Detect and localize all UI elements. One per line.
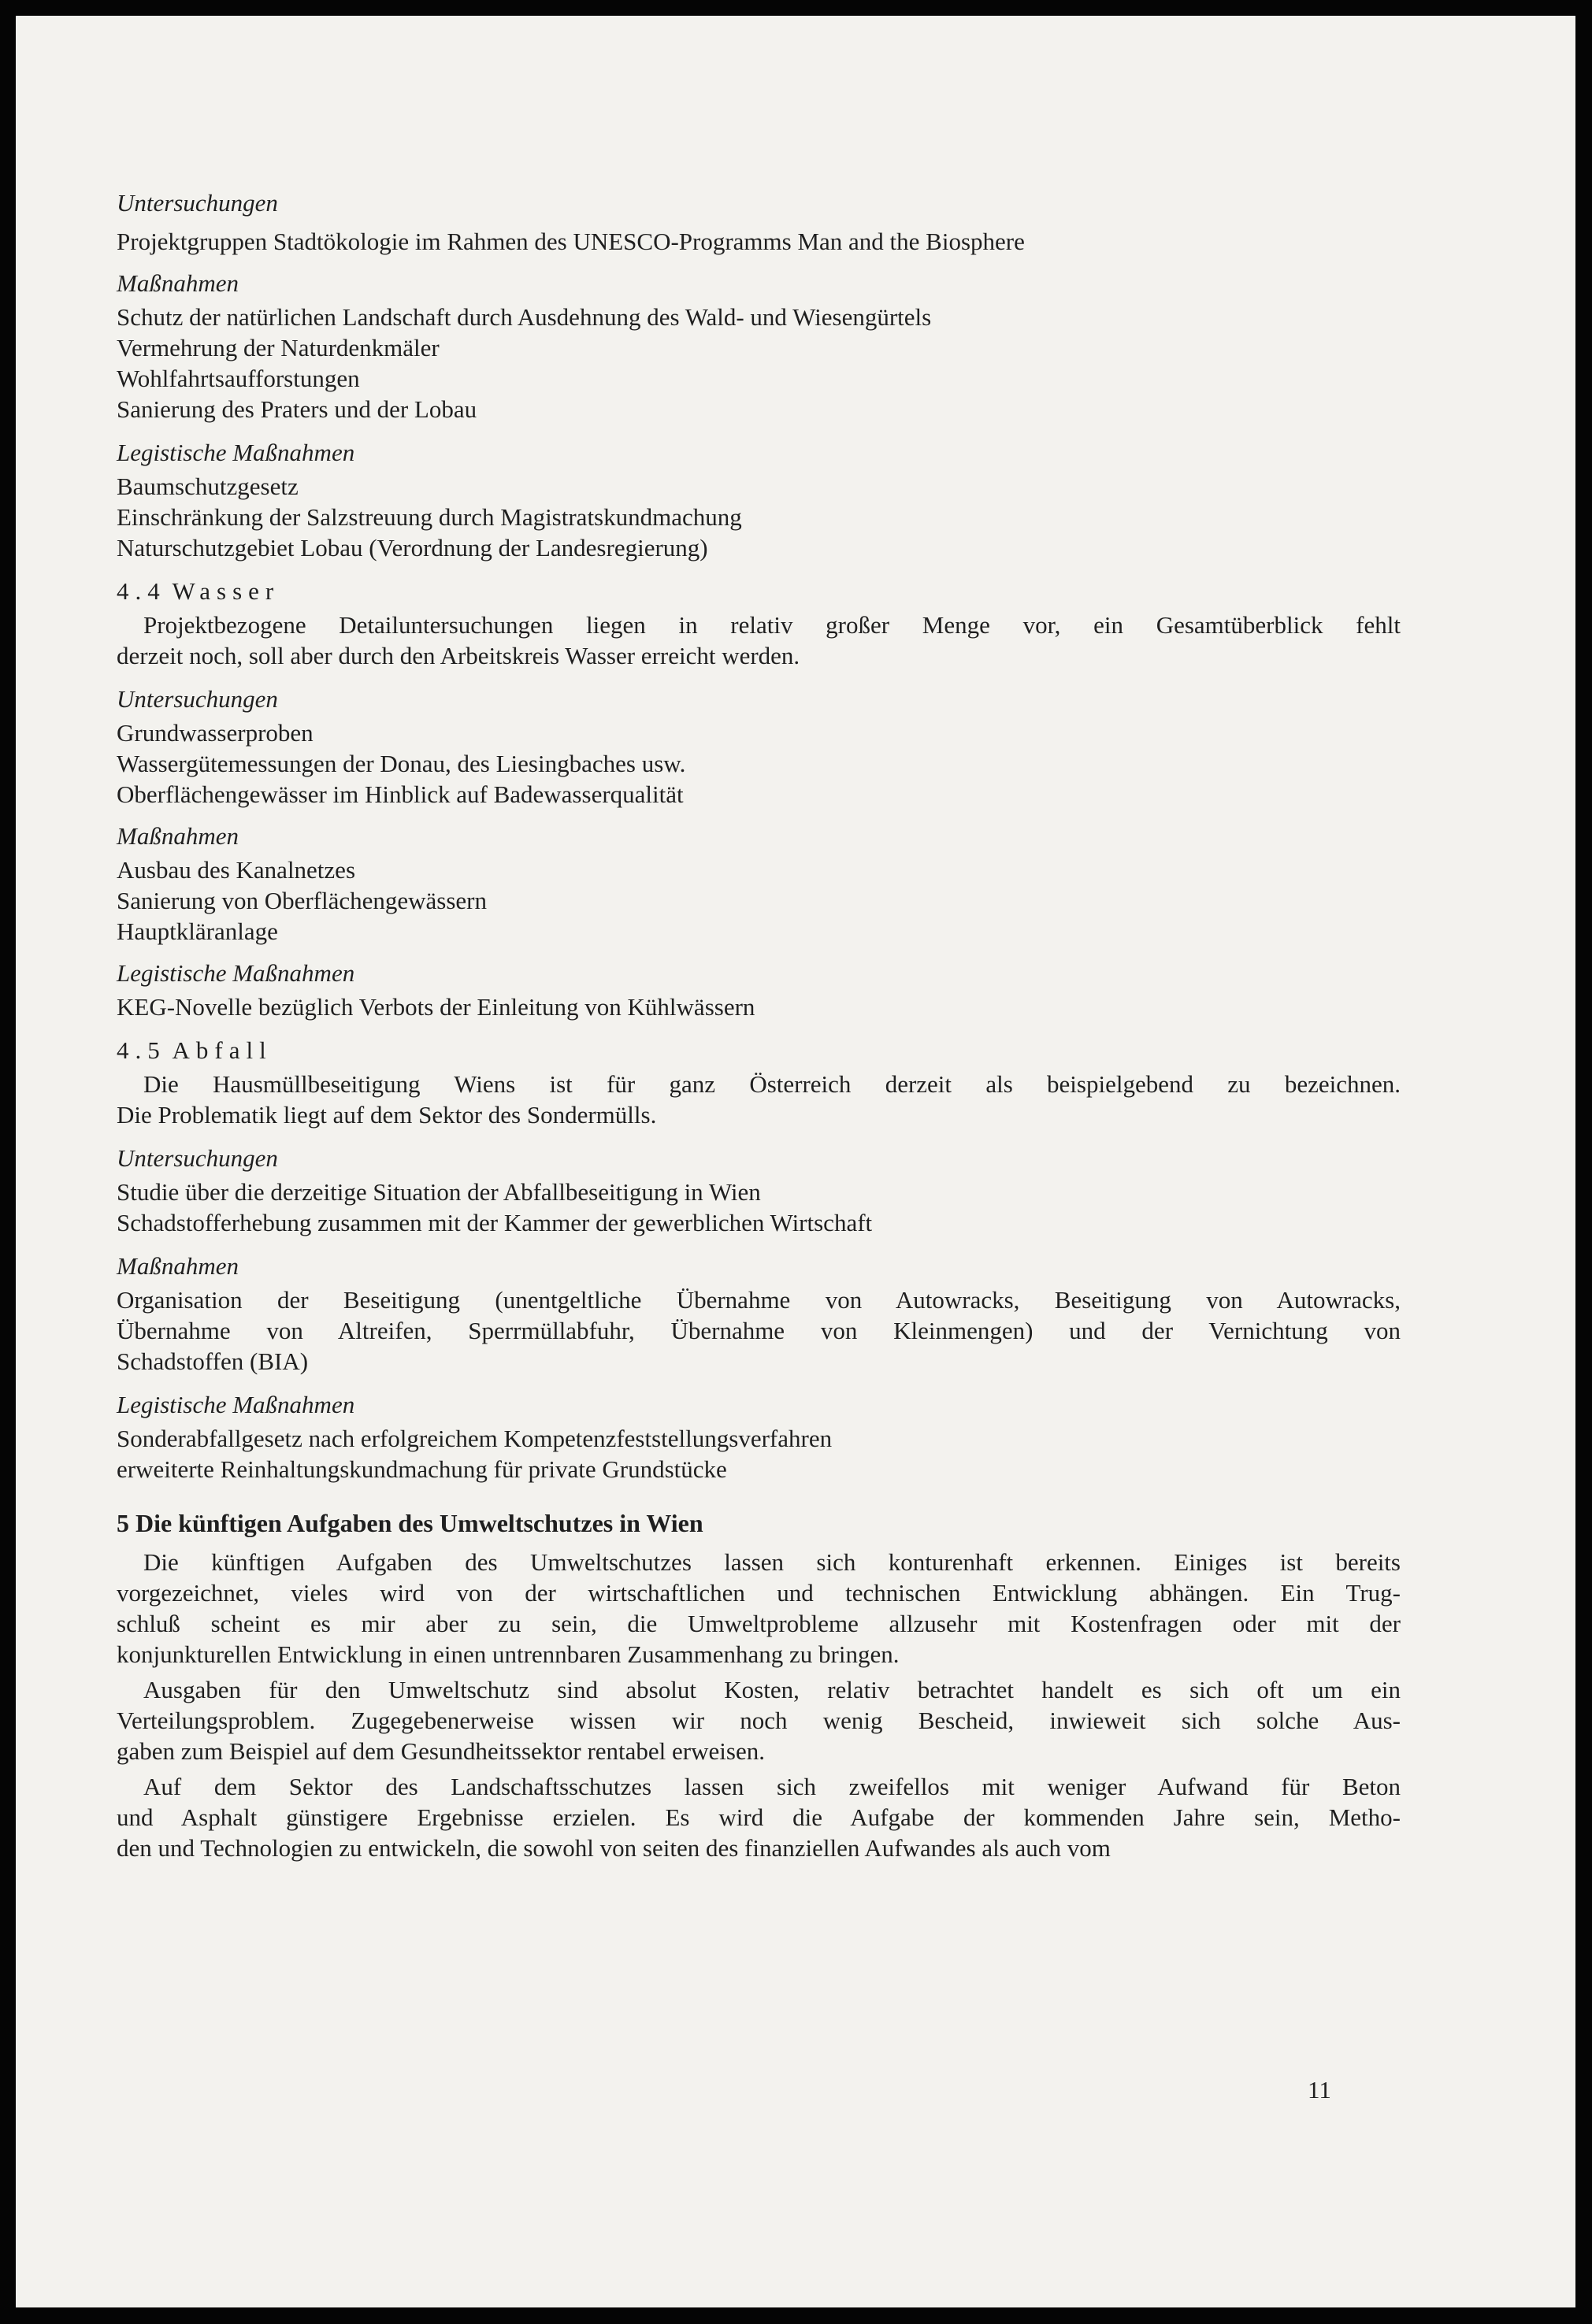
section-title: Abfall bbox=[172, 1036, 273, 1064]
text-line: Projektgruppen Stadtökologie im Rahmen des UNESCO-Programms Man and the Biosphere bbox=[117, 228, 1025, 255]
paragraph-line: Organisation der Beseitigung (unentgeltliche Übernahme von Autowracks, Beseitigung von Autowracks, bbox=[117, 1286, 1401, 1314]
paragraph-line: vorgezeichnet, vieles wird von der wirtschaftlichen und technischen Entwicklung abhängen. Ein Trug- bbox=[117, 1579, 1401, 1607]
paragraph-line: den und Technologien zu entwickeln, die sowohl von seiten des finanziellen Aufwandes als auch vom bbox=[117, 1834, 1111, 1862]
chapter-heading bbox=[117, 1508, 1401, 1539]
paragraph-line: und Asphalt günstigere Ergebnisse erzielen. Es wird die Aufgabe der kommenden Jahre sein, Metho- bbox=[117, 1803, 1401, 1831]
text-block bbox=[117, 226, 1401, 257]
paragraph-line: Die künftigen Aufgaben des Umweltschutzes lassen sich konturenhaft erkennen. Einiges ist bereits bbox=[143, 1548, 1401, 1576]
chapter-number: 5 bbox=[117, 1509, 129, 1537]
list-line: Baumschutzgesetz bbox=[117, 473, 299, 500]
text-block bbox=[117, 187, 1401, 218]
text-block bbox=[117, 268, 1401, 298]
list-line: Hauptkläranlage bbox=[117, 917, 278, 945]
section-number: 4.5 bbox=[117, 1036, 166, 1064]
paragraph-line: schluß scheint es mir aber zu sein, die Umweltprobleme allzusehr mit Kostenfragen oder mit der bbox=[117, 1610, 1401, 1637]
paragraph-line: Übernahme von Altreifen, Sperrmüllabfuhr, Übernahme von Kleinmengen) und der Vernichtung von bbox=[117, 1317, 1401, 1344]
text-block bbox=[117, 1177, 1401, 1238]
paragraph-line: gaben zum Beispiel auf dem Gesundheitssektor rentabel erweisen. bbox=[117, 1737, 765, 1765]
subheading: Maßnahmen bbox=[117, 269, 239, 297]
subheading: Untersuchungen bbox=[117, 189, 278, 217]
section-heading bbox=[117, 576, 1401, 606]
text-block bbox=[117, 1389, 1401, 1420]
subheading: Untersuchungen bbox=[117, 685, 278, 713]
list-line: erweiterte Reinhaltungskundmachung für private Grundstücke bbox=[117, 1455, 727, 1483]
section-heading bbox=[117, 1035, 1401, 1066]
list-line: Wohlfahrtsaufforstungen bbox=[117, 365, 360, 392]
text-line: KEG-Novelle bezüglich Verbots der Einleitung von Kühlwässern bbox=[117, 993, 755, 1021]
list-line: Vermehrung der Naturdenkmäler bbox=[117, 334, 440, 361]
document-page bbox=[16, 16, 1575, 2307]
text-block bbox=[117, 302, 1401, 424]
subheading: Legistische Maßnahmen bbox=[117, 959, 355, 987]
subheading: Legistische Maßnahmen bbox=[117, 1391, 355, 1418]
subheading: Maßnahmen bbox=[117, 1252, 239, 1280]
page-number: 11 bbox=[1308, 2076, 1331, 2103]
list-line: Schadstofferhebung zusammen mit der Kammer der gewerblichen Wirtschaft bbox=[117, 1209, 873, 1236]
text-block bbox=[117, 1143, 1401, 1173]
text-block bbox=[117, 991, 1401, 1022]
text-block bbox=[117, 1771, 1401, 1863]
text-column bbox=[117, 187, 1401, 1863]
text-block bbox=[117, 1547, 1401, 1670]
paragraph-line: Projektbezogene Detailuntersuchungen liegen in relativ großer Menge vor, ein Gesamtüberblick fehlt bbox=[143, 611, 1401, 639]
paragraph-line: Die Hausmüllbeseitigung Wiens ist für ganz Österreich derzeit als beispielgebend zu bezeichnen. bbox=[143, 1070, 1401, 1098]
text-block bbox=[117, 717, 1401, 810]
text-block bbox=[117, 1035, 1401, 1066]
list-line: Studie über die derzeitige Situation der Abfallbeseitigung in Wien bbox=[117, 1178, 761, 1206]
paragraph-line: Auf dem Sektor des Landschaftsschutzes lassen sich zweifellos mit weniger Aufwand für Beton bbox=[143, 1773, 1401, 1800]
section-number: 4.4 bbox=[117, 577, 166, 605]
list-line: Wassergütemessungen der Donau, des Liesingbaches usw. bbox=[117, 750, 686, 777]
text-block bbox=[117, 1508, 1401, 1539]
text-block bbox=[117, 854, 1401, 947]
paragraph-line: Schadstoffen (BIA) bbox=[117, 1347, 309, 1375]
text-block bbox=[117, 1674, 1401, 1766]
text-block bbox=[117, 471, 1401, 563]
subheading: Maßnahmen bbox=[117, 822, 239, 850]
list-line: Ausbau des Kanalnetzes bbox=[117, 856, 356, 884]
text-block bbox=[117, 958, 1401, 988]
list-line: Sonderabfallgesetz nach erfolgreichem Kompetenzfeststellungsverfahren bbox=[117, 1425, 833, 1452]
paragraph-line: konjunkturellen Entwicklung in einen untrennbaren Zusammenhang zu bringen. bbox=[117, 1640, 900, 1668]
paragraph-line: derzeit noch, soll aber durch den Arbeitskreis Wasser erreicht werden. bbox=[117, 642, 800, 669]
list-line: Grundwasserproben bbox=[117, 719, 314, 747]
list-line: Oberflächengewässer im Hinblick auf Badewasserqualität bbox=[117, 780, 684, 808]
text-block bbox=[117, 821, 1401, 851]
text-block bbox=[117, 610, 1401, 671]
text-block bbox=[117, 1251, 1401, 1281]
subheading: Legistische Maßnahmen bbox=[117, 439, 355, 466]
chapter-title: Die künftigen Aufgaben des Umweltschutzes in Wien bbox=[135, 1509, 703, 1537]
list-line: Sanierung des Praters und der Lobau bbox=[117, 395, 477, 423]
section-title: Wasser bbox=[172, 577, 280, 605]
list-line: Naturschutzgebiet Lobau (Verordnung der Landesregierung) bbox=[117, 534, 708, 562]
list-line: Schutz der natürlichen Landschaft durch Ausdehnung des Wald- und Wiesengürtels bbox=[117, 303, 932, 331]
paragraph-line: Die Problematik liegt auf dem Sektor des Sondermülls. bbox=[117, 1101, 657, 1129]
text-block bbox=[117, 437, 1401, 468]
paragraph-line: Ausgaben für den Umweltschutz sind absolut Kosten, relativ betrachtet handelt es sich oft um ein bbox=[143, 1676, 1401, 1703]
list-line: Einschränkung der Salzstreuung durch Magistratskundmachung bbox=[117, 503, 742, 531]
text-block bbox=[117, 1284, 1401, 1377]
text-block bbox=[117, 684, 1401, 714]
text-block bbox=[117, 576, 1401, 606]
list-line: Sanierung von Oberflächengewässern bbox=[117, 887, 487, 914]
paragraph-line: Verteilungsproblem. Zugegebenerweise wissen wir noch wenig Bescheid, inwieweit sich solche Aus- bbox=[117, 1707, 1401, 1734]
text-block bbox=[117, 1423, 1401, 1484]
subheading: Untersuchungen bbox=[117, 1144, 278, 1172]
text-block bbox=[117, 1069, 1401, 1130]
